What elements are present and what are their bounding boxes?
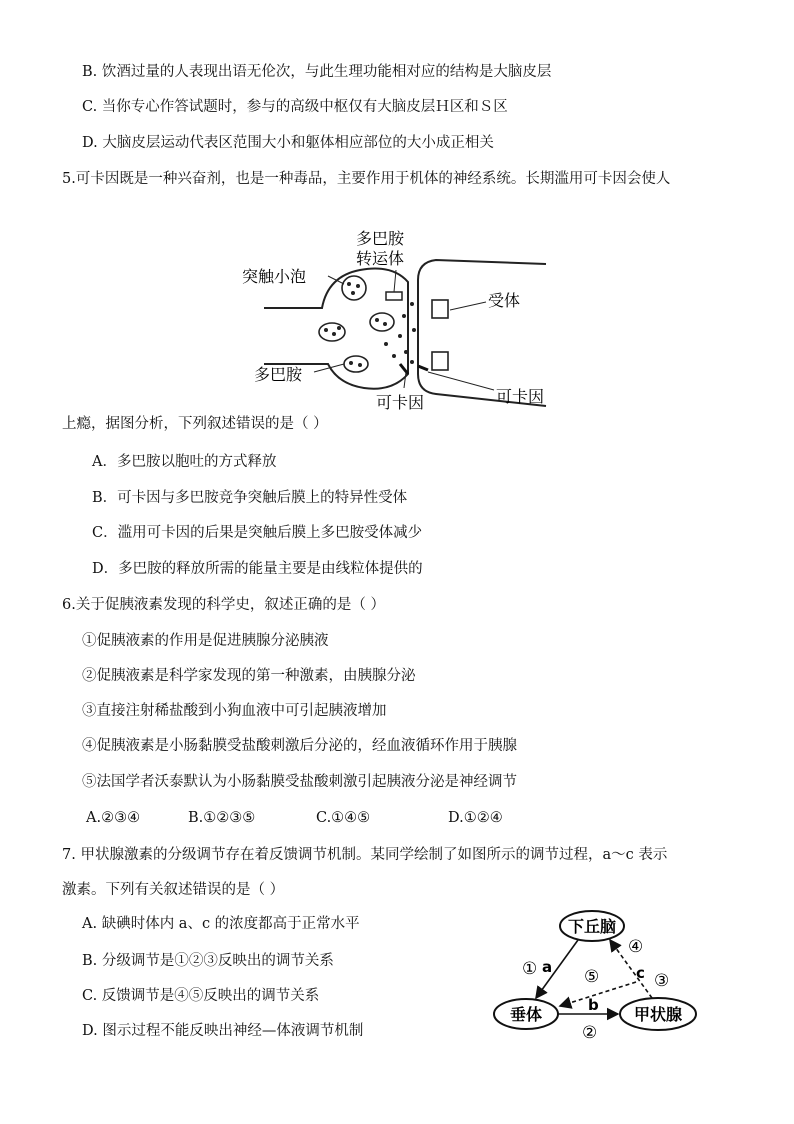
- q6-statement-5: ⑤法国学者沃泰默认为小肠黏膜受盐酸刺激引起胰液分泌是神经调节: [82, 774, 517, 790]
- svg-text:④: ④: [628, 937, 644, 957]
- q4-option-b: B. 饮酒过量的人表现出语无伦次，与此生理功能相对应的结构是大脑皮层: [82, 64, 552, 80]
- q6-choice-c: C.①④⑤: [316, 810, 371, 826]
- q5-option-d: D．多巴胺的释放所需的能量主要是由线粒体提供的: [92, 561, 423, 577]
- q4-option-d: D. 大脑皮层运动代表区范围大小和躯体相应部位的大小成正相关: [82, 135, 494, 151]
- q6-choice-d: D.①②④: [448, 810, 503, 826]
- q6-stem: 6.关于促胰液素发现的科学史，叙述正确的是（ ）: [62, 597, 385, 613]
- svg-text:①: ①: [522, 959, 538, 979]
- q7-stem-line2: 激素。下列有关叙述错误的是（ ）: [62, 882, 285, 898]
- q6-statement-1: ①促胰液素的作用是促进胰腺分泌胰液: [82, 633, 329, 649]
- label-cocaine-left: 可卡因: [376, 393, 425, 412]
- label-dopamine-transporter-1: 多巴胺: [356, 229, 405, 248]
- q6-choice-b: B.①②③⑤: [188, 810, 256, 826]
- label-dopamine-transporter-2: 转运体: [356, 249, 405, 268]
- svg-text:⑤: ⑤: [584, 967, 600, 987]
- q6-statement-2: ②促胰液素是科学家发现的第一种激素，由胰腺分泌: [82, 668, 416, 684]
- label-receptor: 受体: [488, 291, 521, 310]
- q7-option-d: D. 图示过程不能反映出神经—体液调节机制: [82, 1023, 364, 1039]
- svg-text:甲状腺: 甲状腺: [633, 1005, 683, 1024]
- svg-text:c: c: [636, 964, 645, 982]
- q5-option-c: C．滥用可卡因的后果是突触后膜上多巴胺受体减少: [92, 525, 423, 541]
- svg-text:②: ②: [582, 1023, 598, 1043]
- q6-statement-4: ④促胰液素是小肠黏膜受盐酸刺激后分泌的，经血液循环作用于胰腺: [82, 738, 517, 754]
- q7-option-c: C. 反馈调节是④⑤反映出的调节关系: [82, 988, 320, 1004]
- svg-text:③: ③: [654, 971, 670, 991]
- q5-option-b: B．可卡因与多巴胺竞争突触后膜上的特异性受体: [92, 490, 408, 506]
- q7-option-b: B. 分级调节是①②③反映出的调节关系: [82, 953, 334, 969]
- synapse-figure: [236, 224, 556, 418]
- q4-option-c: C. 当你专心作答试题时，参与的高级中枢仅有大脑皮层Ｈ区和Ｓ区: [82, 99, 508, 115]
- q7-option-a: A. 缺碘时体内 a、c 的浓度都高于正常水平: [82, 916, 360, 932]
- svg-text:a: a: [542, 958, 553, 976]
- svg-text:垂体: 垂体: [509, 1005, 543, 1024]
- q5-stem-line2: 上瘾，据图分析，下列叙述错误的是（ ）: [62, 416, 328, 432]
- svg-text:b: b: [588, 996, 599, 1014]
- q6-statement-3: ③直接注射稀盐酸到小狗血液中可引起胰液增加: [82, 703, 387, 719]
- svg-text:下丘脑: 下丘脑: [567, 917, 617, 936]
- q5-stem-line1: 5.可卡因既是一种兴奋剂，也是一种毒品，主要作用于机体的神经系统。长期滥用可卡因会使人: [62, 171, 671, 187]
- label-cocaine-right: 可卡因: [496, 387, 545, 406]
- q5-option-a: A．多巴胺以胞吐的方式释放: [92, 454, 277, 470]
- label-vesicle: 突触小泡: [242, 267, 307, 286]
- label-dopamine: 多巴胺: [254, 365, 303, 384]
- q6-choice-a: A.②③④: [86, 810, 141, 826]
- q7-stem-line1: 7. 甲状腺激素的分级调节存在着反馈调节机制。某同学绘制了如图所示的调节过程，a～c 表示: [62, 847, 668, 863]
- thyroid-regulation-diagram: [486, 906, 716, 1046]
